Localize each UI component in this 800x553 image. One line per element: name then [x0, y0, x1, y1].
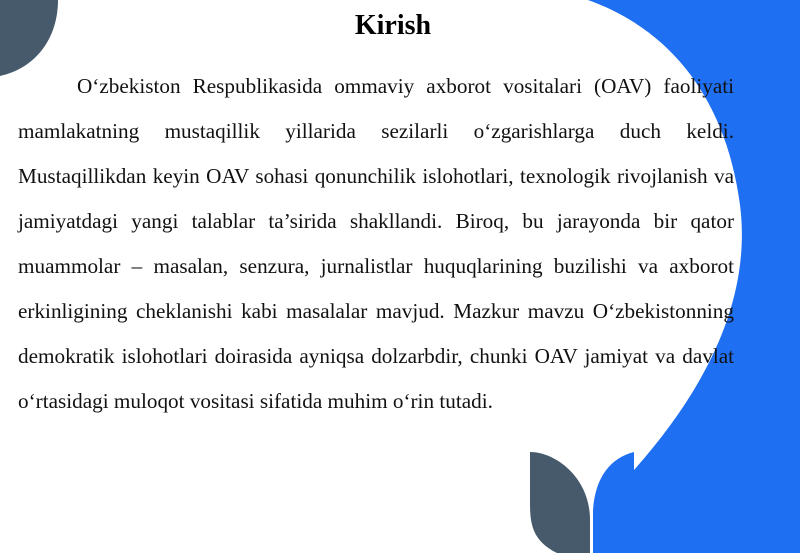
slide-body-paragraph: O‘zbekiston Respublikasida ommaviy axborot vositalari (OAV) faoliyati mamlakatning mustaqillik yillarida sezilarli o‘zgarishlarga duch keldi. Mustaqillikdan keyin OAV sohasi qonunchilik islohotlari, texnologik rivojlanish va jamiyatdagi yangi talablar ta’sirida shakllandi. Biroq, bu jarayonda bir qator muammolar – masalan, senzura, jurnalistlar huquqlarining buzilishi va axborot erkinligining cheklanishi kabi masalalar mavjud. Mazkur mavzu O‘zbekistonning demokratik islohotlari doirasida ayniqsa dolzarbdir, chunki OAV jamiyat va davlat o‘rtasidagi muloqot vositasi sifatida muhim o‘rin tutadi.	[18, 74, 734, 413]
leaf-shape-blue	[593, 452, 634, 553]
slide-title: Kirish	[354, 10, 432, 41]
leaf-shape-slate	[530, 452, 590, 553]
